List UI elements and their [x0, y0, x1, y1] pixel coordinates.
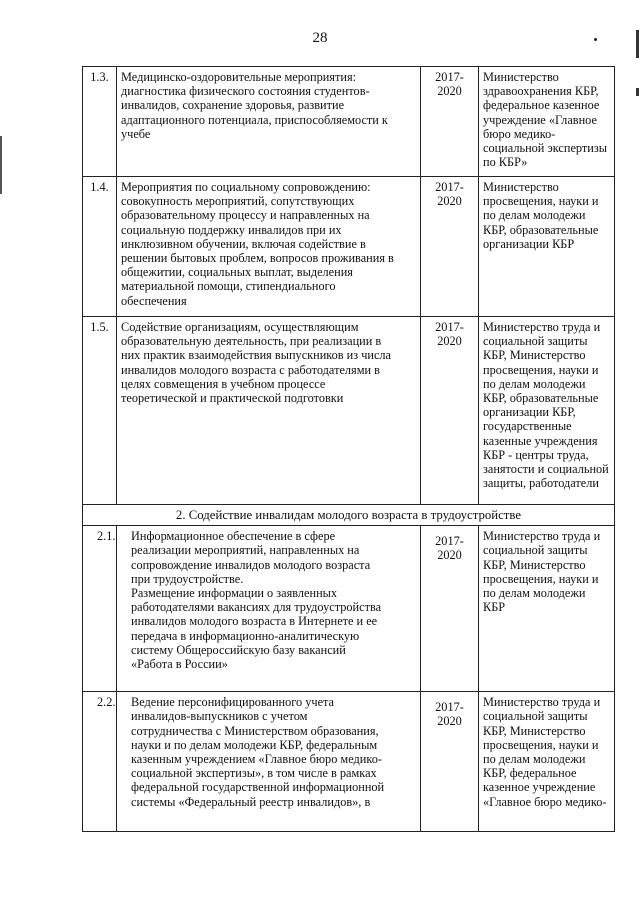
text-line: государственные [483, 419, 572, 434]
text-line: по делам молодежи [483, 752, 586, 767]
text-line: просвещения, науки и [483, 194, 599, 209]
text-line: 2017- [435, 70, 464, 84]
text-line: организации КБР [483, 236, 575, 251]
text-line: Мероприятия по социальному сопровождению: [121, 180, 371, 194]
text-line: КБР, образовательные [483, 391, 599, 406]
text-line: защиты, работодатели [483, 476, 599, 491]
text-line: КБР [483, 600, 506, 615]
text-line: социальную поддержку инвалидов при их [121, 222, 342, 237]
text-line: теоретической и практической подготовки [121, 391, 344, 406]
text-line: по делам молодежи [483, 376, 586, 391]
period: 2017-2020 [421, 526, 479, 692]
responsible [479, 317, 615, 505]
measure-description [117, 692, 421, 832]
text-line: решении бытовых проблем, вопросов проживания в [121, 251, 394, 266]
text-line: Содействие организациям, осуществляющим [121, 320, 359, 334]
text-line: здравоохранения КБР, [483, 84, 599, 99]
text-line: учреждение «Главное [483, 112, 597, 127]
scan-edge-mark [636, 30, 639, 58]
text-line: федеральной государственной информационной [131, 780, 385, 795]
responsible [479, 692, 615, 832]
text-line: КБР, Министерство [483, 348, 586, 363]
text-line: целях совмещения в учебном процессе [121, 376, 326, 391]
text-line: КБР - центры труда, [483, 447, 589, 462]
responsible [479, 177, 615, 317]
text-line: «Главное бюро медико- [483, 794, 607, 809]
text-line: совокупность мероприятий, сопутствующих [121, 194, 355, 209]
text-line: КБР, образовательные [483, 222, 599, 237]
responsible [479, 526, 615, 692]
measure-description [117, 317, 421, 505]
text-line: казенное учреждение [483, 780, 596, 795]
text-line: просвещения, науки и [483, 362, 599, 377]
text-line: реализации мероприятий, направленных на [131, 543, 360, 558]
text-line: КБР, Министерство [483, 723, 586, 738]
table-row [83, 692, 615, 832]
text-line: системы «Федеральный реестр инвалидов», в [131, 794, 371, 809]
text-line: социальной экспертизы», в том числе в рамках [131, 766, 377, 781]
text-line: систему Общероссийскую базу вакансий [131, 642, 346, 657]
text-line: передача в информационно-аналитическую [131, 628, 360, 643]
page-number: 28 [312, 30, 328, 46]
text-line: Ведение персонифицированного учета [131, 695, 335, 710]
scan-left-edge [0, 136, 2, 194]
text-line: 2020 [437, 84, 462, 99]
text-line: КБР, Министерство [483, 557, 586, 572]
text-line: образовательную деятельность, при реализации в [121, 334, 382, 349]
measure-description [117, 526, 421, 692]
text-line: социальной защиты [483, 334, 588, 349]
text-line: науки и по делам молодежи КБР, федеральным [131, 737, 378, 752]
period [421, 67, 479, 177]
text-line: 2020 [437, 194, 462, 209]
text-line: социальной защиты [483, 709, 588, 724]
table-row [83, 526, 615, 692]
text-line: инвалидов, сохранение здоровья, развитие [121, 98, 345, 113]
text-line: федеральное казенное [483, 98, 600, 113]
text-line: просвещения, науки и [483, 571, 599, 586]
text-line: Информационное обеспечение в сфере [131, 529, 336, 544]
text-line: работодателями вакансиях для трудоустройства [131, 600, 382, 615]
text-line: материальной помощи, стипендиального [121, 279, 336, 294]
text-line: казенные учреждения [483, 433, 598, 448]
text-line: «Работа в России» [131, 657, 228, 672]
period [421, 317, 479, 505]
measure-description [117, 67, 421, 177]
text-line: просвещения, науки и [483, 737, 599, 752]
text-line: при трудоустройстве. [131, 571, 244, 586]
text-line: Министерство труда и [483, 529, 601, 544]
period [421, 177, 479, 317]
text-line: Министерство [483, 180, 559, 194]
section-heading-row [83, 505, 615, 526]
text-line: Министерство [483, 70, 559, 84]
text-line: них практик взаимодействия выпускников из числа [121, 348, 392, 363]
text-line: 2020 [437, 334, 462, 349]
text-line: общежитии, социальных выплат, выделения [121, 265, 353, 280]
plan-table [82, 66, 615, 832]
responsible [479, 67, 615, 177]
text-line: обеспечения [121, 293, 187, 308]
table-row [83, 317, 615, 505]
text-line: Медицинско-оздоровительные мероприятия: [121, 70, 357, 84]
row-number: 1.3. [83, 67, 117, 177]
text-line: образовательному процессу и направленных на [121, 208, 370, 223]
text-line: Министерство труда и [483, 695, 601, 710]
text-line: социальной защиты [483, 543, 588, 558]
text-line: казенным учреждением «Главное бюро медико- [131, 752, 382, 767]
text-line: инклюзивном обучении, включая содействие в [121, 236, 366, 251]
text-line: Министерство труда и [483, 320, 601, 334]
text-line: инвалидов молодого возраста в Интернете и ее [131, 614, 378, 629]
text-line: инвалидов молодого возраста с работодателями в [121, 362, 380, 377]
measure-description [117, 177, 421, 317]
text-line: инвалидов-выпускников с учетом [131, 709, 308, 724]
text-line: социальной экспертизы [483, 141, 607, 156]
text-line: по делам молодежи [483, 586, 586, 601]
row-number: 1.5. [83, 317, 117, 505]
row-number: 2.2. [83, 692, 117, 832]
text-line: адаптационного потенциала, приспособляемости к [121, 112, 388, 127]
section-heading: 2. Содействие инвалидам молодого возраста в трудоустройстве [83, 505, 615, 526]
text-line: 2017- [435, 320, 464, 334]
text-line: сопровождение инвалидов молодого возраста [131, 557, 371, 572]
text-line: Размещение информации о заявленных [131, 586, 338, 601]
row-number: 2.1. [83, 526, 117, 692]
row-number: 1.4. [83, 177, 117, 317]
text-line: сотрудничества с Министерством образования, [131, 723, 379, 738]
scan-dot [594, 38, 597, 41]
text-line: учебе [121, 126, 151, 141]
table-row [83, 67, 615, 177]
text-line: бюро медико- [483, 126, 556, 141]
text-line: 2017- [435, 180, 464, 194]
text-line: диагностика физического состояния студентов- [121, 84, 370, 99]
scan-edge-mark [636, 88, 639, 96]
table-row [83, 177, 615, 317]
text-line: по делам молодежи [483, 208, 586, 223]
period: 2017-2020 [421, 692, 479, 832]
text-line: КБР, федеральное [483, 766, 577, 781]
text-line: по КБР» [483, 155, 528, 170]
text-line: организации КБР, [483, 405, 576, 420]
text-line: занятости и социальной [483, 462, 609, 477]
